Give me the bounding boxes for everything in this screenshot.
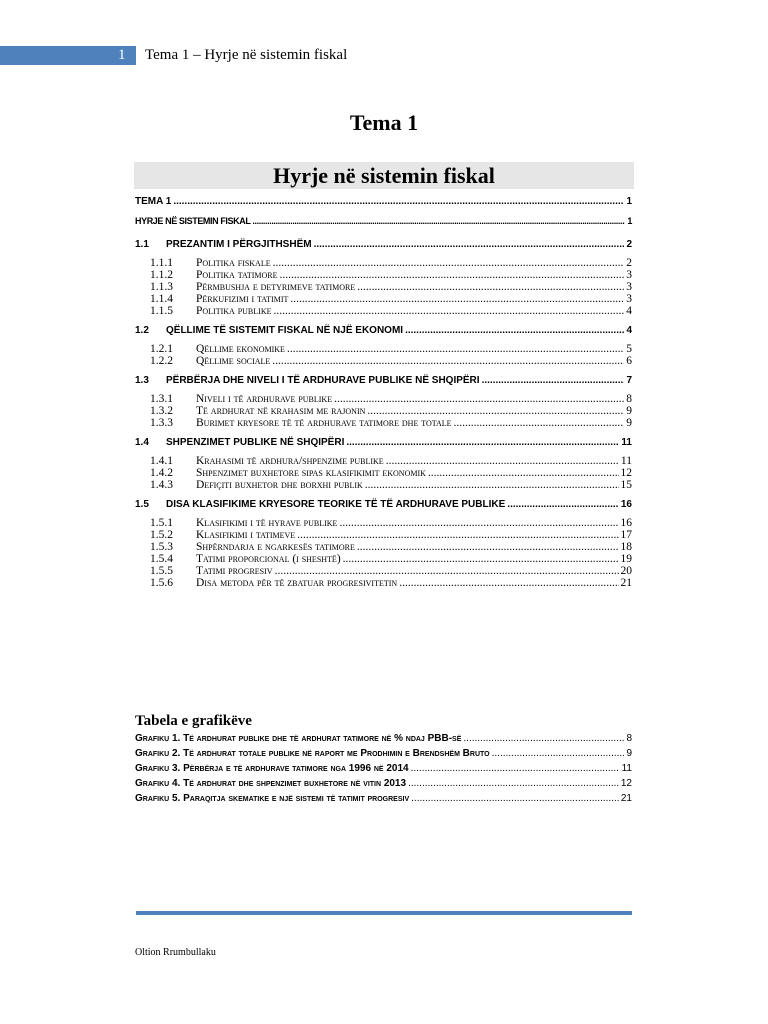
toc-section[interactable]: 1.3 PËRBËRJA DHE NIVELI I TË ARDHURAVE PUBLIKE NË SHQIPËRI ..... 7 <box>135 375 632 386</box>
toc-section-label: PËRBËRJA DHE NIVELI I TË ARDHURAVE PUBLIKE NË SHQIPËRI <box>166 375 480 386</box>
toc-entry-label: HYRJE NË SISTEMIN FISKAL <box>135 216 251 226</box>
toc-entry-top[interactable] <box>135 216 632 226</box>
toc-subsection[interactable]: 1.5.5 Tatimi progresiv ..... 20 <box>135 565 632 577</box>
toc-subsection[interactable]: 1.2.1 Qëllime ekonomike ..... 5 <box>135 343 632 355</box>
graph-entry-page: 9 <box>626 748 632 759</box>
toc-section[interactable]: 1.1 PREZANTIM I PËRGJITHSHËM ..... 2 <box>135 239 632 250</box>
toc-section-label: SHPENZIMET PUBLIKE NË SHQIPËRI <box>166 437 345 448</box>
graph-entry[interactable] <box>135 733 632 744</box>
toc-subsection[interactable]: 1.4.1 Krahasimi të ardhura/shpenzime publike ..... 11 <box>135 455 632 467</box>
toc-subsection[interactable]: 1.3.1 Niveli i të ardhurave publike ..... 8 <box>135 393 632 405</box>
header-accent-bar <box>0 46 136 65</box>
toc-entry-top[interactable] <box>135 196 632 207</box>
footer-rule <box>136 911 632 915</box>
graph-entry-label: Grafiku 3. Përbërja e të ardhurave tatimore nga 1996 në 2014 <box>135 763 409 774</box>
toc-section-label: QËLLIME TË SISTEMIT FISKAL NË NJË EKONOMI <box>166 325 404 336</box>
table-of-contents <box>135 196 632 589</box>
header-running-title: Tema 1 – Hyrje në sistemin fiskal <box>145 47 348 63</box>
graph-entry-page: 11 <box>621 763 632 774</box>
toc-section[interactable]: 1.2 QËLLIME TË SISTEMIT FISKAL NË NJË EKONOMI ..... 4 <box>135 325 632 336</box>
toc-entry-page: 1 <box>626 196 632 207</box>
toc-section-label: PREZANTIM I PËRGJITHSHËM <box>166 239 312 250</box>
toc-subsection[interactable]: 1.5.2 Klasifikimi i tatimeve ..... 17 <box>135 529 632 541</box>
chapter-subtitle: Hyrje në sistemin fiskal <box>134 162 634 189</box>
graph-entry[interactable] <box>135 778 632 789</box>
graphs-list <box>135 733 632 804</box>
graph-entry-label: Grafiku 4. Të ardhurat dhe shpenzimet buxhetore në vitin 2013 <box>135 778 407 789</box>
toc-subsection[interactable]: 1.3.3 Burimet kryesore të të ardhurave tatimore dhe totale ..... 9 <box>135 417 632 429</box>
graph-entry-label: Grafiku 5. Paraqitja skematike e një sistemi të tatimit progresiv <box>135 793 410 804</box>
graph-entry-page: 12 <box>620 778 632 789</box>
toc-section-label: DISA KLASIFIKIME KRYESORE TEORIKE TË TË ARDHURAVE PUBLIKE <box>166 499 506 510</box>
toc-subsection[interactable]: 1.1.1 Politika fiskale ..... 2 <box>135 257 632 269</box>
chapter-title: Tema 1 <box>349 110 419 135</box>
toc-entry-label: TEMA 1 <box>135 196 172 207</box>
graph-entry-page: 8 <box>626 733 632 744</box>
footer-author: Oltion Rrumbullaku <box>135 947 216 958</box>
toc-subsection[interactable]: 1.2.2 Qëllime sociale ..... 6 <box>135 355 632 367</box>
toc-subsection[interactable]: 1.1.5 Politika publike ..... 4 <box>135 305 632 317</box>
graph-entry-label: Grafiku 2. Të ardhurat totale publike në raport me Prodhimin e Brendshëm Bruto <box>135 748 490 759</box>
toc-subsection[interactable]: 1.1.2 Politika tatimore ..... 3 <box>135 269 632 281</box>
toc-subsection[interactable]: 1.4.3 Defiçiti buxhetor dhe borxhi publik ..... 15 <box>135 479 632 491</box>
toc-subsection[interactable]: 1.5.3 Shpërndarja e ngarkesës tatimore ..... 18 <box>135 541 632 553</box>
toc-subsection[interactable]: 1.1.4 Përkufizimi i tatimit ..... 3 <box>135 293 632 305</box>
toc-subsection[interactable]: 1.5.1 Klasifikimi i të hyrave publike ..... 16 <box>135 517 632 529</box>
toc-section[interactable]: 1.4 SHPENZIMET PUBLIKE NË SHQIPËRI ..... 11 <box>135 437 632 448</box>
graph-entry[interactable] <box>135 748 632 759</box>
toc-subsection[interactable]: 1.5.4 Tatimi proporcional (i sheshtë) ..... 19 <box>135 553 632 565</box>
graph-entry[interactable] <box>135 793 632 804</box>
toc-subsection[interactable]: 1.1.3 Përmbushja e detyrimeve tatimore ..... 3 <box>135 281 632 293</box>
header-page-number: 1 <box>118 47 126 63</box>
toc-section[interactable]: 1.5 DISA KLASIFIKIME KRYESORE TEORIKE TË TË ARDHURAVE PUBLIKE ..... 16 <box>135 499 632 510</box>
toc-subsection[interactable]: 1.3.2 Të ardhurat në krahasim me rajonin ..... 9 <box>135 405 632 417</box>
toc-entry-page: 1 <box>627 216 632 226</box>
graph-entry-page: 21 <box>620 793 632 804</box>
graph-entry[interactable] <box>135 763 632 774</box>
graphs-list-title: Tabela e grafikëve <box>135 713 252 729</box>
toc-subsection[interactable]: 1.5.6 Disa metoda për të zbatuar progresivitetin ..... 21 <box>135 577 632 589</box>
toc-subsection[interactable]: 1.4.2 Shpenzimet buxhetore sipas klasifikimit ekonomik ..... 12 <box>135 467 632 479</box>
graph-entry-label: Grafiku 1. Të ardhurat publike dhe të ardhurat tatimore në % ndaj PBB-së <box>135 733 462 744</box>
